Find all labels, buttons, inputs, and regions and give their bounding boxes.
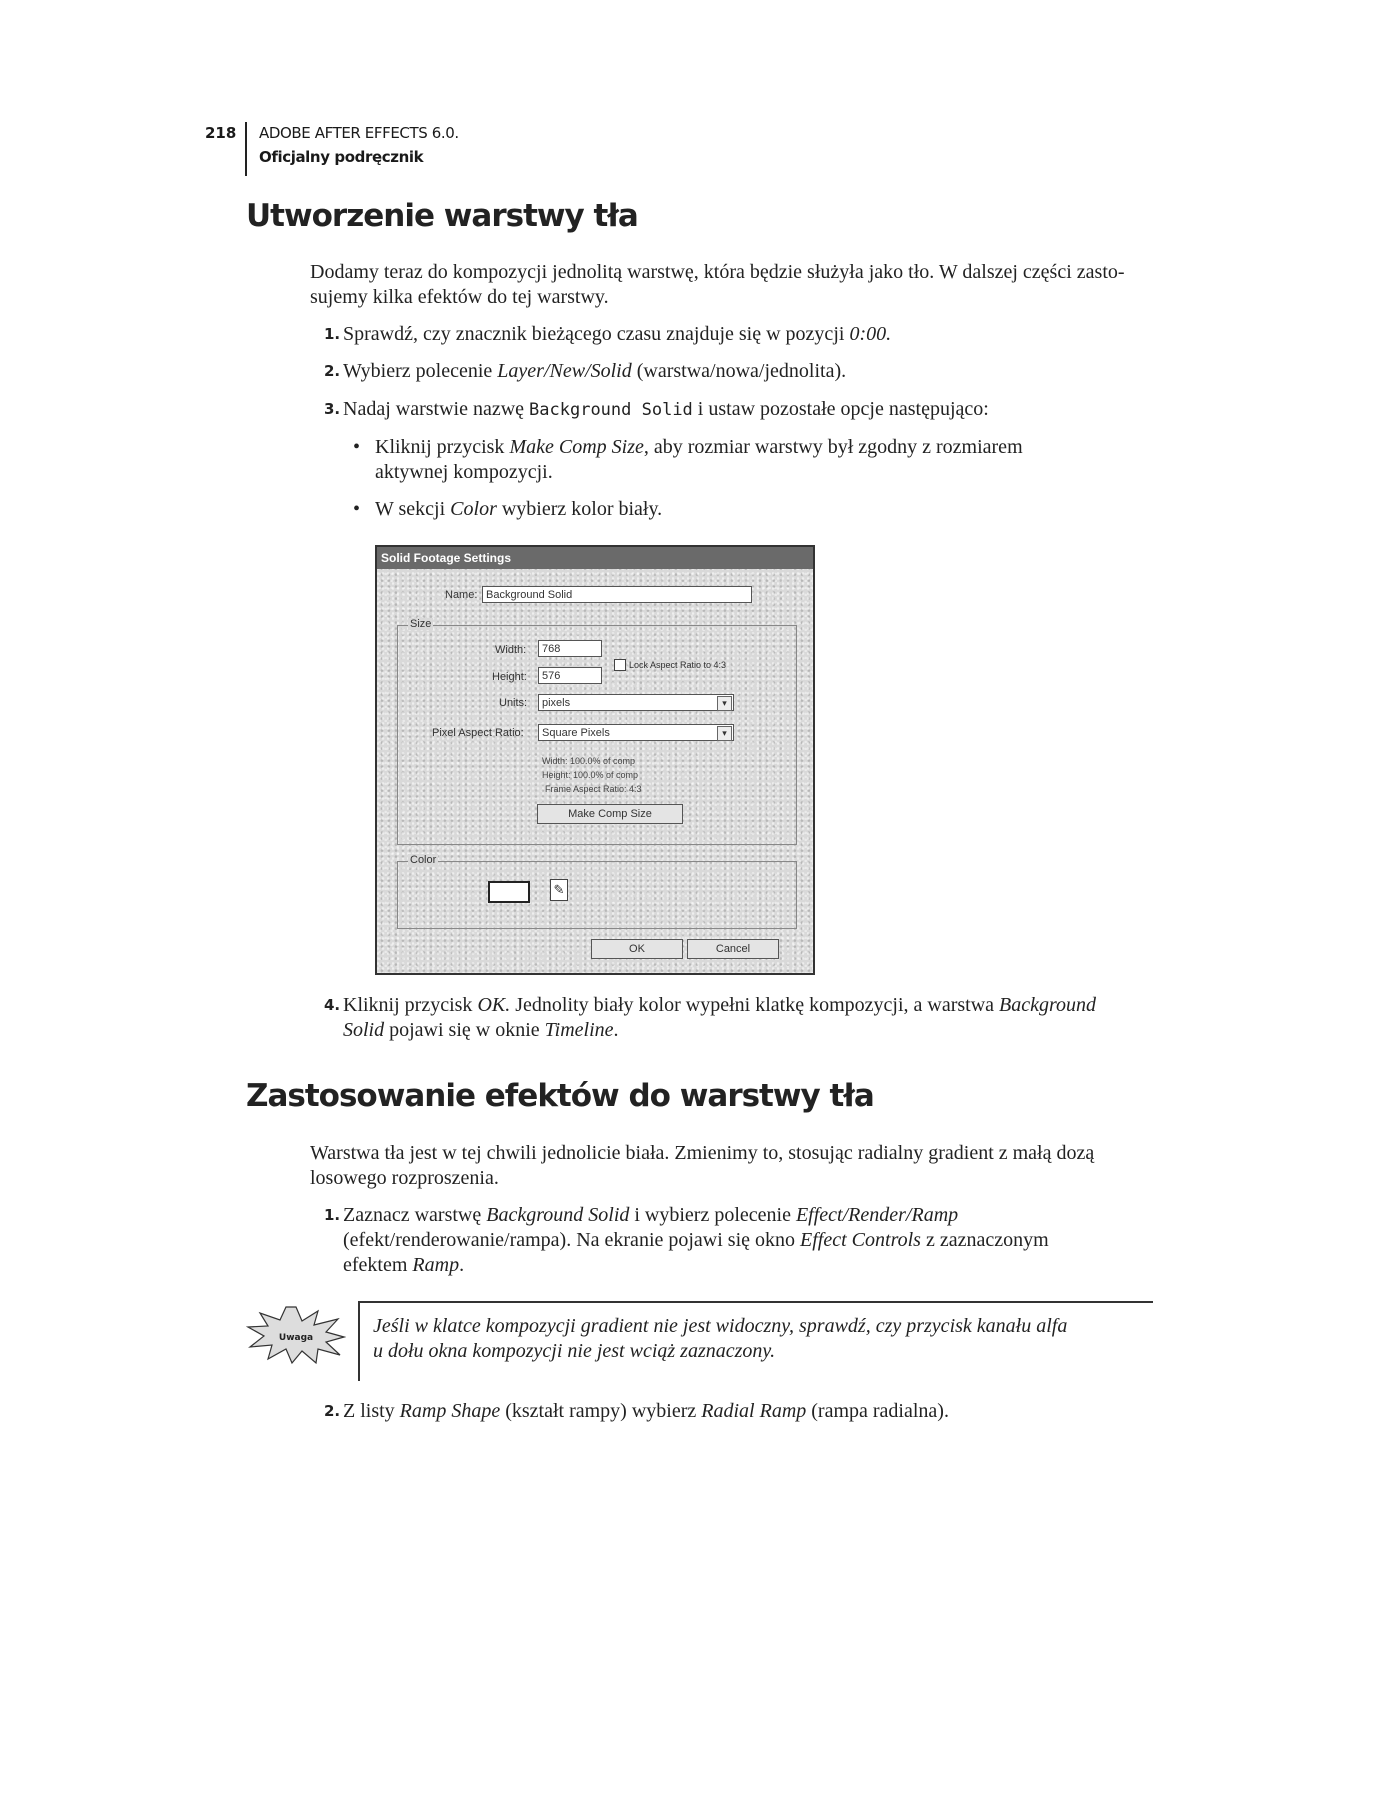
note-top-rule: [358, 1301, 1153, 1303]
section1-intro-line1: Dodamy teraz do kompozycji jednolitą warstwę, która będzie służyła jako tło. W dalszej części zasto-: [310, 261, 1125, 283]
bullet-text-after: , aby rozmiar warstwy był zgodny z rozmiarem: [643, 436, 1023, 458]
info-frame-aspect: Frame Aspect Ratio: 4:3: [545, 784, 642, 794]
solid-footage-settings-dialog: [375, 545, 815, 975]
info-width: Width: 100.0% of comp: [542, 756, 636, 766]
section2-intro-line2: losowego rozproszenia.: [310, 1167, 499, 1189]
bullet-1: [353, 435, 1135, 485]
step-emphasis: Effect Controls: [800, 1229, 921, 1251]
note-burst-icon: [246, 1305, 346, 1365]
step-text-line3: efektem: [343, 1254, 413, 1276]
eyedropper-icon[interactable]: ✎: [550, 879, 568, 901]
step-text-mid: (kształt rampy) wybierz: [500, 1400, 702, 1422]
name-label: Name:: [445, 589, 478, 601]
lock-aspect-label: Lock Aspect Ratio to 4:3: [629, 660, 727, 670]
step-number: 1.: [324, 1206, 341, 1224]
step-emphasis: 0:00.: [849, 323, 892, 345]
section-heading-2: Zastosowanie efektów do warstwy tła: [246, 1078, 874, 1114]
units-select[interactable]: [538, 694, 734, 711]
width-field[interactable]: 768: [538, 640, 602, 657]
dialog-title: Solid Footage Settings: [381, 551, 512, 565]
step-text-mid: z zaznaczonym: [920, 1229, 1049, 1251]
pixel-aspect-value: Square Pixels: [542, 727, 610, 739]
note-left-rule: [358, 1301, 360, 1381]
step-text: Kliknij przycisk: [343, 994, 478, 1016]
step-4: [324, 993, 1153, 1043]
bullet-2: [353, 497, 663, 522]
step-text: Z listy: [343, 1400, 400, 1422]
bullet-text: W sekcji: [375, 498, 451, 520]
chevron-down-icon: ▾: [717, 726, 732, 741]
bullet-dot: •: [353, 436, 361, 458]
step-emphasis: Ramp: [412, 1254, 460, 1276]
step-emphasis: Solid: [343, 1019, 385, 1041]
step-number: 2.: [324, 1402, 341, 1420]
bullet-emphasis: Color: [450, 498, 497, 520]
page-number: 218: [205, 124, 237, 142]
step-text-end: .: [613, 1019, 619, 1041]
note-line1: Jeśli w klatce kompozycji gradient nie jest widoczny, sprawdź, czy przycisk kanału alfa: [373, 1315, 1068, 1337]
info-height: Height: 100.0% of comp: [542, 770, 639, 780]
step-1-effect: [324, 1203, 1153, 1278]
note-icon-label: Uwaga: [278, 1333, 314, 1343]
step-number: 4.: [324, 996, 341, 1014]
header-divider: [245, 122, 247, 176]
section2-intro-line1: Warstwa tła jest w tej chwili jednolicie biała. Zmienimy to, stosując radialny gradient z małą dozą: [310, 1142, 1095, 1164]
step-emphasis: Layer/New/Solid: [497, 360, 632, 382]
bullet-text-after: wybierz kolor biały.: [496, 498, 663, 520]
chevron-down-icon: ▾: [717, 696, 732, 711]
make-comp-size-button[interactable]: Make Comp Size: [537, 804, 683, 824]
section-heading-1: Utworzenie warstwy tła: [246, 198, 638, 234]
step-3: [324, 397, 989, 423]
step-2: [324, 359, 847, 384]
height-label: Height:: [492, 671, 527, 683]
step-number: 2.: [324, 362, 341, 380]
bullet-dot: •: [353, 498, 361, 520]
color-group-label: Color: [410, 854, 437, 866]
lock-aspect-checkbox[interactable]: [614, 659, 626, 671]
step-code: Background Solid: [529, 400, 693, 420]
step-text-after: i ustaw pozostałe opcje następująco:: [692, 398, 989, 420]
pixel-aspect-select[interactable]: [538, 724, 734, 741]
size-group-label: Size: [410, 618, 432, 630]
bullet-emphasis: Make Comp Size: [509, 436, 644, 458]
bullet-text: Kliknij przycisk: [375, 436, 510, 458]
section2-intro: [310, 1141, 1155, 1191]
note-line2: u dołu okna kompozycji nie jest wciąż zaznaczony.: [373, 1340, 776, 1362]
step-text-after: (warstwa/nowa/jednolita).: [631, 360, 847, 382]
cancel-button[interactable]: Cancel: [687, 939, 779, 959]
units-value: pixels: [542, 697, 571, 709]
pixel-aspect-label: Pixel Aspect Ratio:: [432, 727, 524, 739]
note-text: [373, 1314, 1153, 1364]
step-emphasis: Background Solid: [486, 1204, 630, 1226]
section1-intro: [310, 260, 1155, 310]
step-emphasis: Effect/Render/Ramp: [795, 1204, 959, 1226]
step-number: 1.: [324, 325, 341, 343]
step-text-mid: i wybierz polecenie: [629, 1204, 796, 1226]
step-emphasis: Timeline: [544, 1019, 614, 1041]
step-text-mid: pojawi się w oknie: [384, 1019, 545, 1041]
step-emphasis: Radial Ramp: [701, 1400, 807, 1422]
section1-intro-line2: sujemy kilka efektów do tej warstwy.: [310, 286, 609, 308]
step-text: Zaznacz warstwę: [343, 1204, 487, 1226]
name-field[interactable]: Background Solid: [482, 586, 752, 603]
bullet-text-line2: aktywnej kompozycji.: [375, 461, 553, 483]
step-emphasis: OK.: [477, 994, 511, 1016]
step-text: Sprawdź, czy znacznik bieżącego czasu znajduje się w pozycji: [343, 323, 850, 345]
ok-button[interactable]: OK: [591, 939, 683, 959]
step-emphasis: Background: [999, 994, 1097, 1016]
step-2-ramp: [324, 1399, 949, 1424]
width-label: Width:: [495, 644, 527, 656]
step-text-end: (rampa radialna).: [806, 1400, 949, 1422]
step-number: 3.: [324, 400, 341, 418]
units-label: Units:: [499, 697, 528, 709]
height-field[interactable]: 576: [538, 667, 602, 684]
step-emphasis: Ramp Shape: [399, 1400, 501, 1422]
step-text: Wybierz polecenie: [343, 360, 498, 382]
step-text: Nadaj warstwie nazwę: [343, 398, 530, 420]
step-text-mid: Jednolity biały kolor wypełni klatkę kompozycji, a warstwa: [510, 994, 1000, 1016]
color-group: [397, 854, 797, 929]
step-text-end: .: [459, 1254, 465, 1276]
book-subtitle: Oficjalny podręcznik: [259, 148, 424, 166]
step-1: [324, 322, 892, 347]
dialog-titlebar: [377, 547, 813, 569]
book-title: ADOBE AFTER EFFECTS 6.0.: [259, 124, 459, 142]
step-text-line2: (efekt/renderowanie/rampa). Na ekranie pojawi się okno: [343, 1229, 801, 1251]
color-swatch[interactable]: [488, 881, 530, 903]
